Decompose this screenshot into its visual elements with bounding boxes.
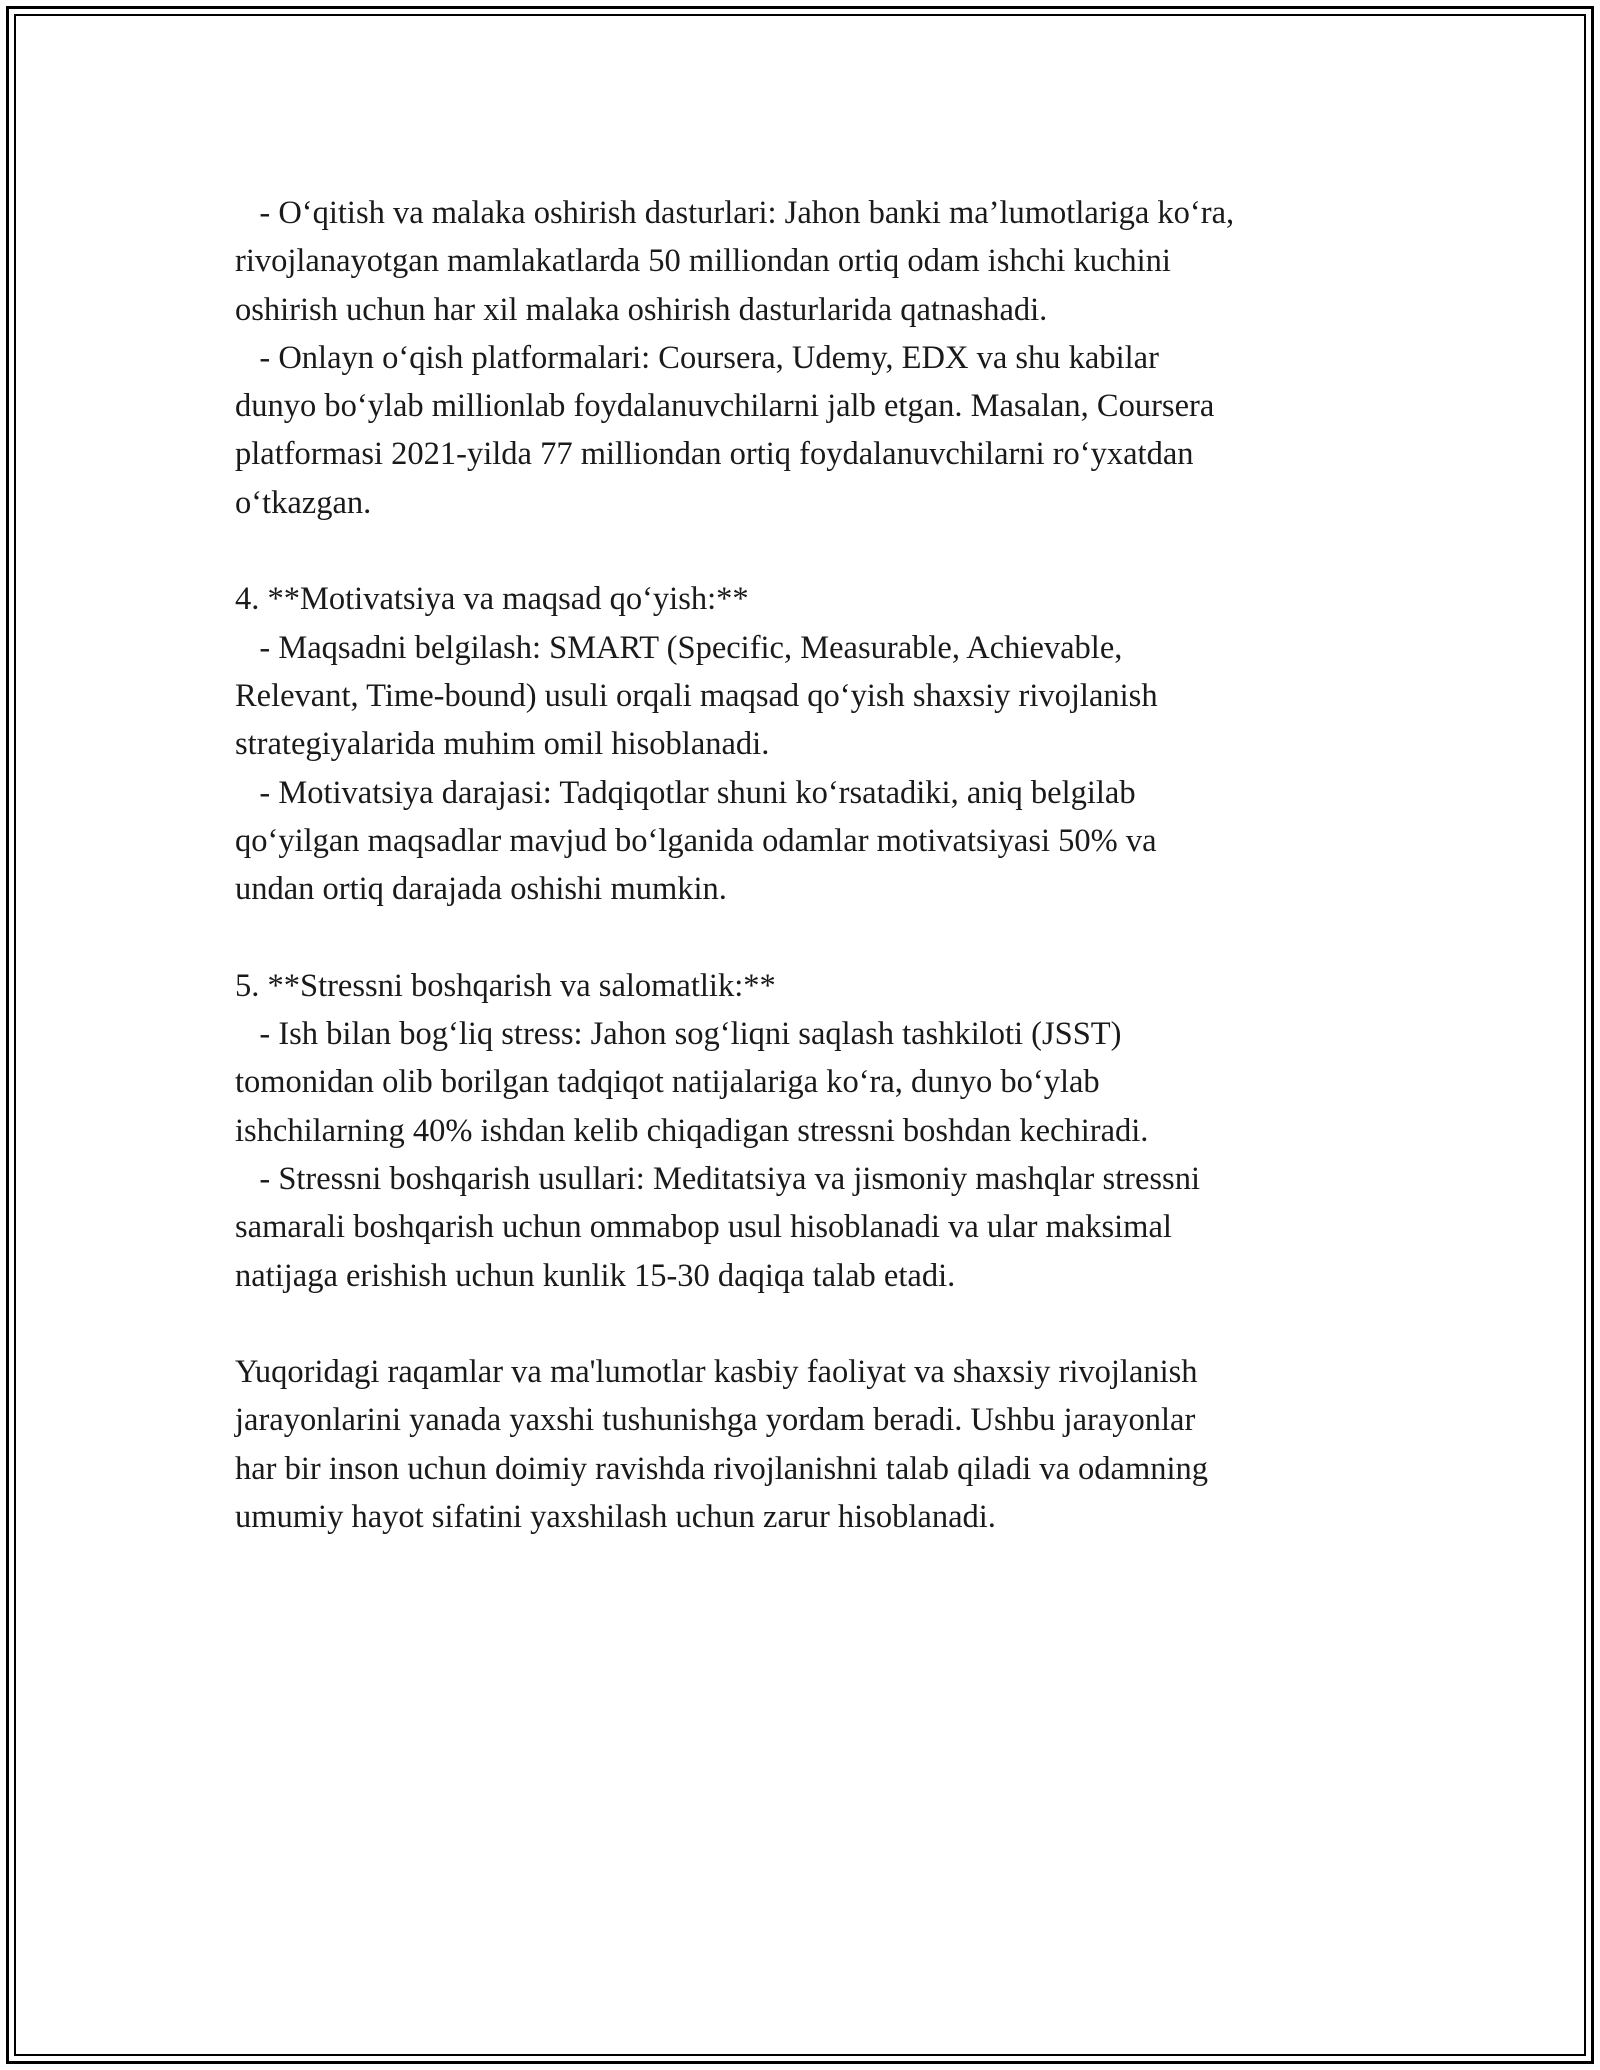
text-line: umumiy hayot sifatini yaxshilash uchun zarur hisoblanadi. — [235, 1499, 996, 1536]
text-line: - Motivatsiya darajasi: Tadqiqotlar shuni ko‘rsatadiki, aniq belgilab — [235, 774, 1136, 811]
paragraph-gap — [235, 527, 1415, 575]
text-line: Yuqoridagi raqamlar va ma'lumotlar kasbiy faoliyat va shaxsiy rivojlanish — [235, 1354, 1198, 1391]
text-line: oshirish uchun har xil malaka oshirish dasturlarida qatnashadi. — [235, 291, 1048, 328]
text-line: - Stressni boshqarish usullari: Meditatsiya va jismoniy mashqlar stressni — [235, 1160, 1200, 1197]
section-motivation — [235, 575, 1415, 913]
text-line: strategiyalarida muhim omil hisoblanadi. — [235, 726, 770, 763]
section-heading: 5. **Stressni boshqarish va salomatlik:** — [235, 967, 776, 1004]
section-stress — [235, 962, 1415, 1300]
section-heading: 4. **Motivatsiya va maqsad qo‘yish:** — [235, 581, 749, 618]
text-line: platformasi 2021-yilda 77 milliondan ortiq foydalanuvchilarni ro‘yxatdan — [235, 436, 1194, 473]
paragraph-conclusion — [235, 1348, 1415, 1541]
text-line: samarali boshqarish uchun ommabop usul hisoblanadi va ular maksimal — [235, 1209, 1172, 1246]
text-line: - O‘qitish va malaka oshirish dasturlari: Jahon banki ma’lumotlariga ko‘ra, — [235, 195, 1235, 231]
text-line: - Ish bilan bog‘liq stress: Jahon sog‘liqni saqlash tashkiloti (JSST) — [235, 1016, 1122, 1053]
text-line: tomonidan olib borilgan tadqiqot natijalariga ko‘ra, dunyo bo‘ylab — [235, 1064, 1100, 1101]
text-line: - Maqsadni belgilash: SMART (Specific, Measurable, Achievable, — [235, 629, 1123, 666]
text-line: jarayonlarini yanada yaxshi tushunishga yordam beradi. Ushbu jarayonlar — [235, 1402, 1196, 1439]
text-line: qo‘yilgan maqsadlar mavjud bo‘lganida odamlar motivatsiyasi 50% va — [235, 822, 1157, 859]
text-line: undan ortiq darajada oshishi mumkin. — [235, 871, 727, 908]
text-line: har bir inson uchun doimiy ravishda rivojlanishni talab qiladi va odamning — [235, 1450, 1209, 1487]
text-line: o‘tkazgan. — [235, 484, 372, 521]
text-line: ishchilarning 40% ishdan kelib chiqadigan stressni boshdan kechiradi. — [235, 1112, 1149, 1149]
paragraph-gap — [235, 913, 1415, 961]
text-line: - Onlayn o‘qish platformalari: Coursera, Udemy, EDX va shu kabilar — [235, 339, 1159, 376]
text-line: rivojlanayotgan mamlakatlarda 50 milliondan ortiq odam ishchi kuchini — [235, 243, 1171, 280]
text-line: dunyo bo‘ylab millionlab foydalanuvchilarni jalb etgan. Masalan, Coursera — [235, 388, 1215, 425]
paragraph-gap — [235, 1300, 1415, 1348]
text-line: Relevant, Time-bound) usuli orqali maqsad qo‘yish shaxsiy rivojlanish — [235, 677, 1158, 714]
paragraph-training — [235, 189, 1415, 527]
text-line: natijaga erishish uchun kunlik 15-30 daqiqa talab etadi. — [235, 1257, 956, 1294]
document-body — [235, 189, 1415, 1541]
